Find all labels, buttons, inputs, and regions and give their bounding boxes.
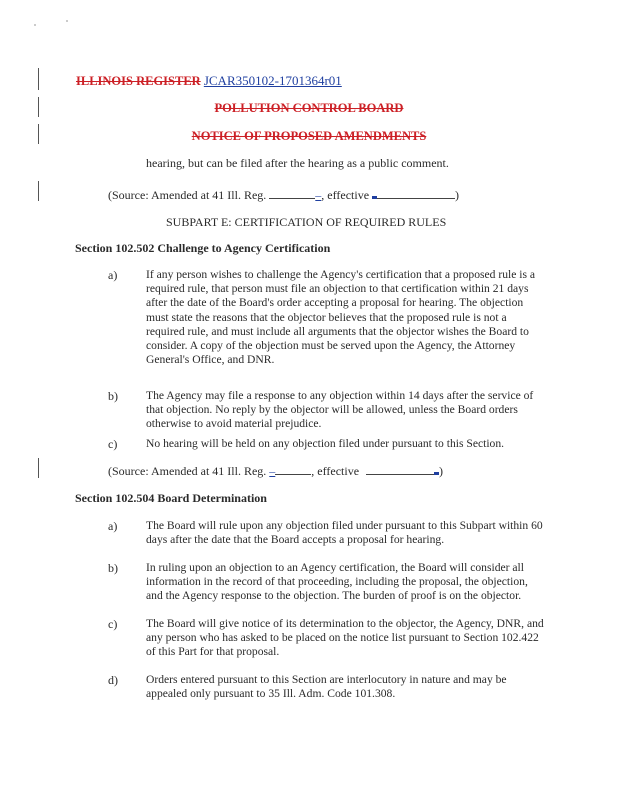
section-504-title: Section 102.504 Board Determination bbox=[75, 491, 267, 505]
item-label: b) bbox=[108, 389, 118, 403]
scan-speck bbox=[66, 20, 68, 22]
jcar-code-inserted: JCAR350102-1701364r01 bbox=[203, 73, 342, 88]
section-502-paragraph-a: If any person wishes to challenge the Agency's certification that a proposed rule is a required rule, that person must file an objection to that certification within 21 days after the date of the Board's order accepting a proposal for hearing. The objection must state the reasons that the objector believes that the proposed rule is not a required rule, and must include all arguments that the objector wishes the Board to consider. A copy of the objection must be served upon the Agency, the Attorney General's Office, and DNR. bbox=[146, 268, 536, 367]
subpart-title: SUBPART E: CERTIFICATION OF REQUIRED RULES bbox=[166, 215, 447, 229]
section-502-paragraph-c: No hearing will be held on any objection filed under pursuant to this Section. bbox=[146, 437, 505, 450]
effective-blank bbox=[377, 187, 455, 199]
effective-label: , effective bbox=[311, 464, 360, 478]
change-bar bbox=[38, 68, 39, 90]
agency-title: POLLUTION CONTROL BOARD bbox=[214, 101, 404, 115]
source-close: ) bbox=[439, 464, 444, 478]
reg-blank bbox=[269, 187, 315, 199]
source-close: ) bbox=[455, 188, 460, 202]
item-label: a) bbox=[108, 519, 118, 533]
item-label: b) bbox=[108, 561, 118, 575]
section-504-paragraph-d: Orders entered pursuant to this Section are interlocutory in nature and may be appealed only pursuant to 35 Ill. Adm. Code 101.308. bbox=[146, 673, 507, 701]
section-504-paragraph-b: In ruling upon an objection to an Agency certification, the Board will consider all information in the record of that proceeding, including the proposal, the objection, and the Agency response to the objection. The burden of proof is on the objector. bbox=[146, 561, 528, 603]
effective-label: , effective bbox=[321, 188, 370, 202]
notice-title: NOTICE OF PROPOSED AMENDMENTS bbox=[191, 129, 427, 143]
item-label: c) bbox=[108, 617, 118, 631]
reg-blank bbox=[275, 463, 311, 475]
inserted-dash: – bbox=[315, 188, 322, 202]
inserted-dash: – bbox=[269, 464, 276, 478]
item-label: c) bbox=[108, 437, 118, 451]
source-note-2 bbox=[108, 463, 443, 478]
section-504-paragraph-a: The Board will rule upon any objection filed under pursuant to this Subpart within 60 days after the date that the Board accepts a proposal for hearing. bbox=[146, 519, 543, 547]
source-note-1 bbox=[108, 187, 459, 202]
change-bar bbox=[38, 181, 39, 201]
item-label: d) bbox=[108, 673, 118, 687]
section-502-paragraph-b: The Agency may file a response to any objection within 14 days after the service of that objection. No reply by the objector will be allowed, unless the Board orders otherwise to avoid material prejudice. bbox=[146, 389, 534, 431]
source-prefix: (Source: Amended at 41 Ill. Reg. bbox=[108, 188, 267, 202]
section-504-paragraph-c: The Board will give notice of its determination to the objector, the Agency, DNR, and any person who has asked to be placed on the notice list pursuant to Section 102.422 of this Part for that proposal. bbox=[146, 617, 544, 659]
source-prefix: (Source: Amended at 41 Ill. Reg. bbox=[108, 464, 267, 478]
item-label: a) bbox=[108, 268, 118, 282]
effective-blank bbox=[366, 463, 434, 475]
register-header bbox=[76, 73, 342, 89]
continuation-line: hearing, but can be filed after the hearing as a public comment. bbox=[146, 156, 449, 170]
scan-speck bbox=[34, 24, 36, 26]
change-bar bbox=[38, 458, 39, 478]
register-title-deleted: ILLINOIS REGISTER bbox=[76, 74, 201, 88]
section-502-title: Section 102.502 Challenge to Agency Certification bbox=[75, 241, 331, 255]
